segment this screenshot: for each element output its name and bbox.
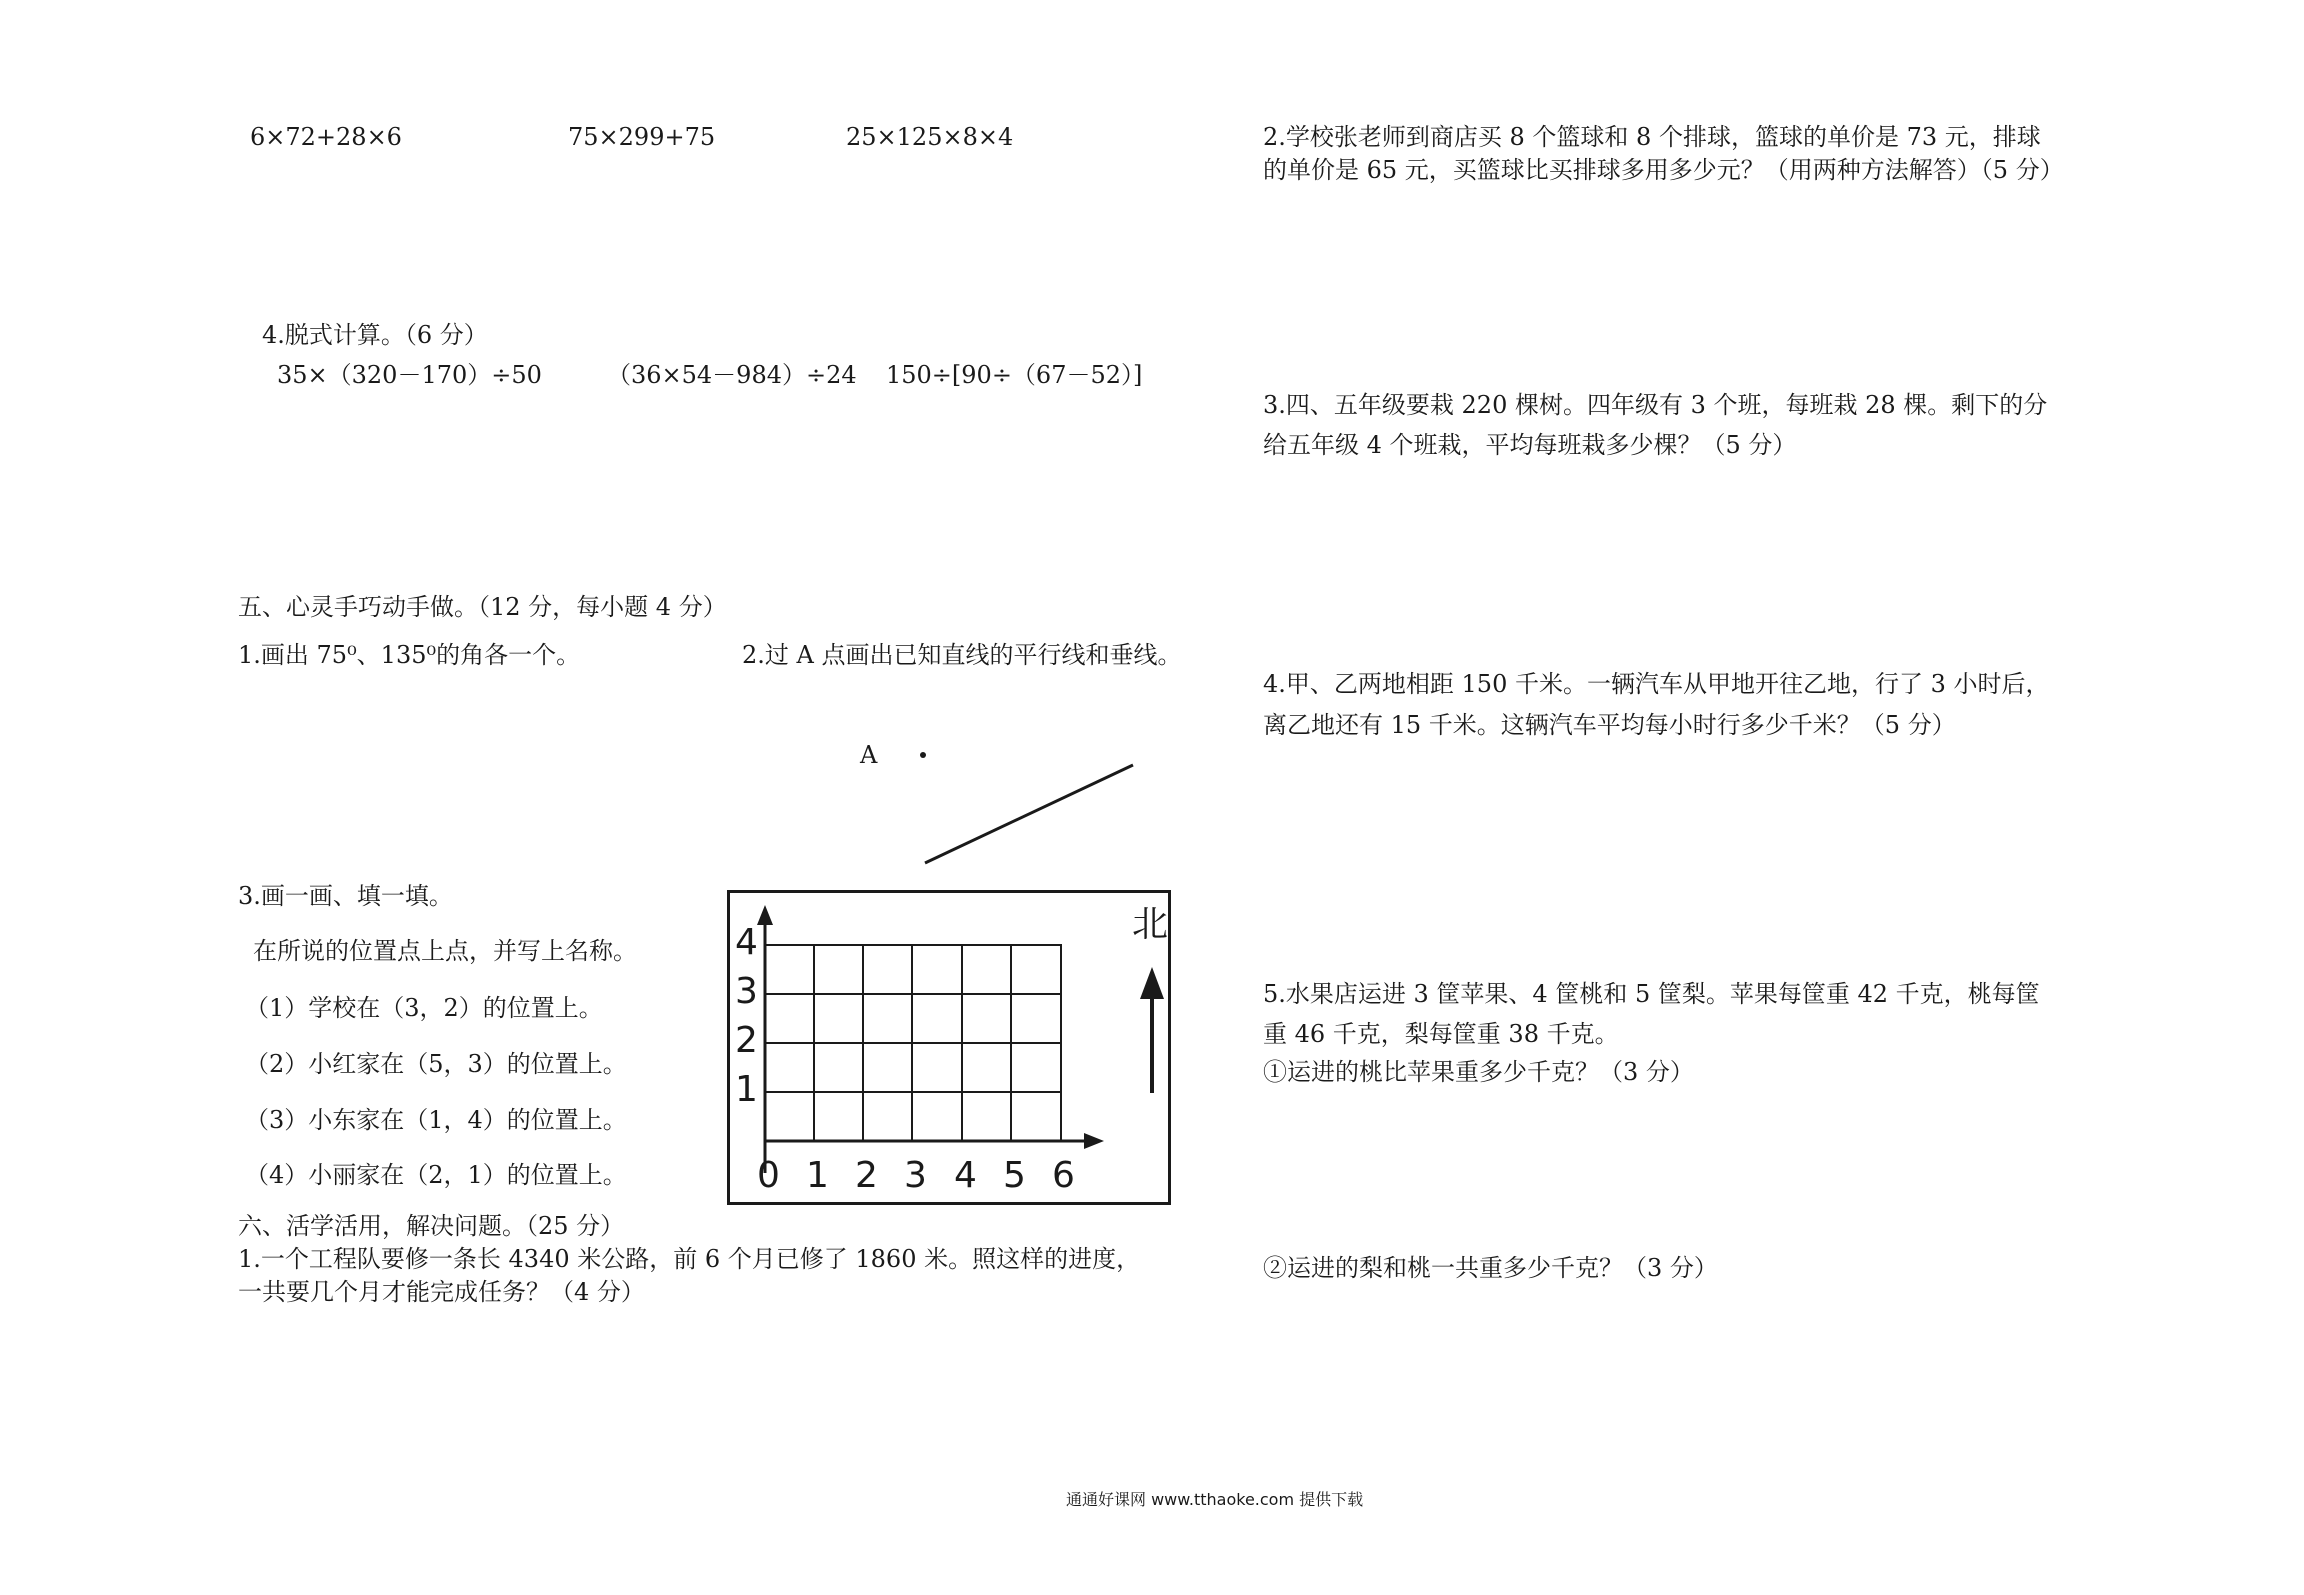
coordinate-grid (730, 893, 1168, 1202)
section5-q3-instruction: 在所说的位置点上点，并写上名称。 (253, 937, 637, 965)
x-label-4: 4 (954, 1155, 977, 1196)
section5-q3-title: 3.画一画、填一填。 (238, 882, 453, 910)
right-q3-line2: 给五年级 4 个班栽，平均每班栽多少棵？（5 分） (1263, 431, 1797, 459)
calc-item-2: 75×299+75 (568, 123, 716, 151)
page-footer: 通通好课网 www.tthaoke.com 提供下载 (1066, 1490, 1364, 1509)
section4-item-2: （36×54－984）÷24 (607, 361, 857, 389)
section5-q2: 2.过 A 点画出已知直线的平行线和垂线。 (742, 641, 1182, 669)
section4-item-3: 150÷[90÷（67－52）] (886, 361, 1143, 389)
calc-item-1: 6×72+28×6 (250, 123, 402, 151)
right-q2-line2: 的单价是 65 元，买篮球比买排球多用多少元？（用两种方法解答）（5 分） (1263, 156, 2064, 184)
section6-q1-line2: 一共要几个月才能完成任务？（4 分） (238, 1278, 645, 1306)
section4-title: 4.脱式计算。（6 分） (262, 321, 488, 349)
position-item-4: （4）小丽家在（2，1）的位置上。 (245, 1161, 627, 1189)
right-q5-sub1: ①运进的桃比苹果重多少千克？（3 分） (1263, 1058, 1694, 1086)
right-q5-sub2: ②运进的梨和桃一共重多少千克？（3 分） (1263, 1254, 1718, 1282)
right-q4-line1: 4.甲、乙两地相距 150 千米。一辆汽车从甲地开往乙地，行了 3 小时后， (1263, 670, 2050, 698)
section6-title: 六、活学活用，解决问题。（25 分） (238, 1212, 625, 1240)
right-q2-line1: 2.学校张老师到商店买 8 个篮球和 8 个排球，篮球的单价是 73 元，排球 (1263, 123, 2041, 151)
right-q5-line2: 重 46 千克，梨每筐重 38 千克。 (1263, 1020, 1619, 1048)
x-label-5: 5 (1003, 1155, 1026, 1196)
right-q5-line1: 5.水果店运进 3 筐苹果、4 筐桃和 5 筐梨。苹果每筐重 42 千克，桃每筐 (1263, 980, 2040, 1008)
y-label-3: 3 (735, 971, 758, 1012)
section5-title: 五、心灵手巧动手做。（12 分，每小题 4 分） (238, 593, 727, 621)
north-label: 北 (1132, 904, 1169, 945)
right-q3-line1: 3.四、五年级要栽 220 棵树。四年级有 3 个班，每班栽 28 棵。剩下的分 (1263, 391, 2048, 419)
x-label-2: 2 (855, 1155, 878, 1196)
x-label-0: 0 (757, 1155, 780, 1196)
x-label-1: 1 (806, 1155, 829, 1196)
y-label-1: 1 (735, 1069, 758, 1110)
position-item-3: （3）小东家在（1，4）的位置上。 (245, 1106, 627, 1134)
position-item-2: （2）小红家在（5，3）的位置上。 (245, 1050, 627, 1078)
y-label-4: 4 (735, 922, 758, 963)
x-label-6: 6 (1052, 1155, 1075, 1196)
calc-item-3: 25×125×8×4 (846, 123, 1014, 151)
section4-item-1: 35×（320－170）÷50 (277, 361, 542, 389)
position-item-1: （1）学校在（3，2）的位置上。 (245, 994, 603, 1022)
right-q4-line2: 离乙地还有 15 千米。这辆汽车平均每小时行多少千米？（5 分） (1263, 711, 1956, 739)
section6-q1-line1: 1.一个工程队要修一条长 4340 米公路，前 6 个月已修了 1860 米。照这样的进度， (238, 1245, 1141, 1273)
section5-q1: 1.画出 75⁰、135⁰的角各一个。 (238, 641, 581, 669)
coordinate-grid-figure (727, 890, 1171, 1205)
x-label-3: 3 (904, 1155, 927, 1196)
point-a-label: A (860, 741, 878, 769)
y-label-2: 2 (735, 1020, 758, 1061)
